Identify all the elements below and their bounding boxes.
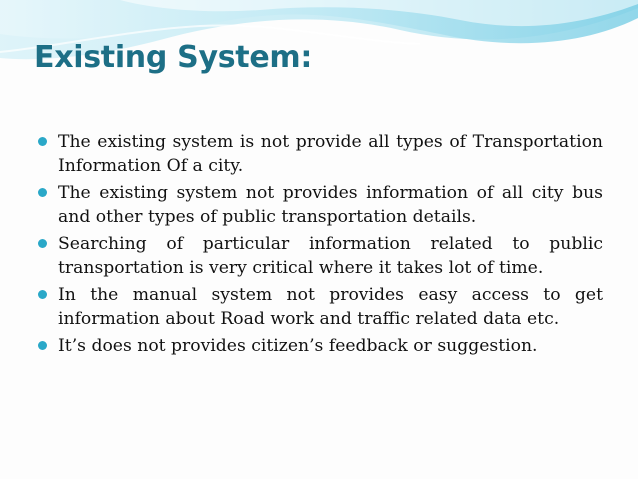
bullet-item [38, 232, 603, 280]
slide-title: Existing System: [34, 40, 313, 75]
bullet-text: In the manual system not provides easy access to get information about Road work and traffic related data etc. [58, 285, 603, 329]
bullet-text: Searching of particular information related to public transportation is very critical where it takes lot of time. [58, 234, 603, 278]
bullet-list [38, 130, 603, 361]
bullet-dot-icon [38, 239, 47, 248]
bullet-dot-icon [38, 290, 47, 299]
bullet-dot-icon [38, 188, 47, 197]
bullet-text: The existing system is not provide all types of Transportation Information Of a city. [58, 132, 603, 176]
bullet-text: The existing system not provides information of all city bus and other types of public transportation details. [58, 183, 603, 227]
bullet-item [38, 181, 603, 229]
bullet-item [38, 130, 603, 178]
bullet-text: It’s does not provides citizen’s feedback or suggestion. [58, 336, 538, 356]
bullet-item [38, 334, 603, 358]
bullet-dot-icon [38, 341, 47, 350]
bullet-dot-icon [38, 137, 47, 146]
bullet-item [38, 283, 603, 331]
